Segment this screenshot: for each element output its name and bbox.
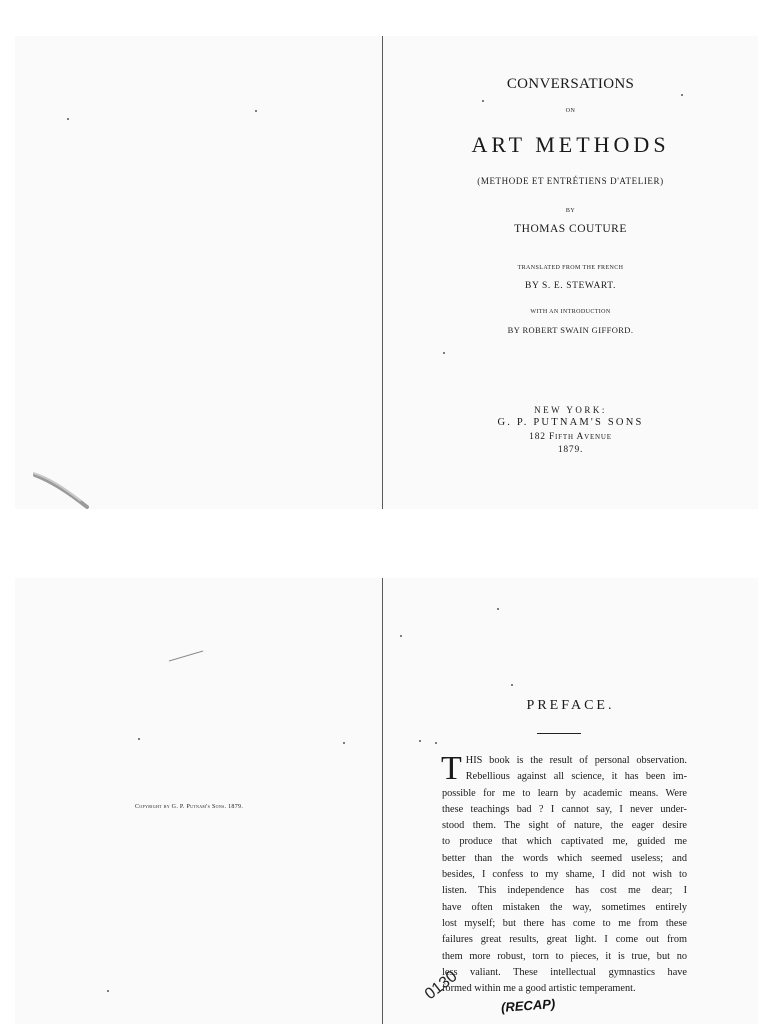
page-speck bbox=[435, 742, 437, 744]
on-label: ON bbox=[565, 108, 576, 114]
page-speck bbox=[482, 100, 484, 102]
recap-stamp: (RECAP) bbox=[500, 996, 556, 1015]
translated-line: TRANSLATED FROM THE FRENCH bbox=[517, 265, 624, 271]
preface-page bbox=[383, 578, 758, 1024]
preface-line: to produce that which captivated me, guided me bbox=[442, 836, 687, 848]
preface-line: failures great results, great light. I come out from bbox=[442, 934, 687, 946]
preface-line: better than the words which seemed useless; and bbox=[442, 852, 687, 864]
bottom-spread bbox=[15, 578, 758, 1024]
preface-line: these teachings bad ? I cannot say, I never under- bbox=[442, 803, 687, 815]
page-smudge bbox=[33, 471, 93, 511]
preface-line: possible for me to learn by academic means. Were bbox=[442, 787, 687, 799]
top-spread bbox=[15, 36, 758, 509]
subtitle: (METHODE ET ENTRÉTIENS D'ATELIER) bbox=[477, 176, 664, 186]
drop-cap: T bbox=[441, 750, 462, 787]
page-speck bbox=[107, 990, 109, 992]
heading-rule bbox=[537, 733, 581, 734]
conversations-heading: CONVERSATIONS bbox=[506, 76, 635, 92]
preface-heading: PREFACE. bbox=[526, 698, 615, 713]
title-page bbox=[383, 36, 758, 509]
page-speck bbox=[138, 738, 140, 740]
preface-line: less valiant. These intellectual gymnastics have bbox=[442, 966, 687, 978]
page-speck bbox=[497, 608, 499, 610]
author-name: THOMAS COUTURE bbox=[514, 223, 627, 235]
preface-body bbox=[441, 750, 687, 997]
copyright-page bbox=[15, 578, 382, 1024]
publisher-city: NEW YORK: bbox=[534, 405, 607, 415]
preface-line: them more robust, torn to pieces, it is true, but no bbox=[442, 950, 687, 962]
page-speck bbox=[681, 94, 683, 96]
introduction-line: WITH AN INTRODUCTION bbox=[530, 309, 611, 315]
translator-name: BY S. E. STEWART. bbox=[525, 281, 616, 291]
page-speck bbox=[419, 740, 421, 742]
preface-line: lost myself; but there has come to me from these bbox=[442, 917, 687, 929]
preface-line: Rebellious against all science, it has been im- bbox=[465, 771, 687, 783]
preface-line: besides, I confess to my shame, I did not wish to bbox=[442, 869, 687, 881]
page-mark bbox=[167, 648, 207, 664]
preface-line: stood them. The sight of nature, the eager desire bbox=[442, 820, 687, 832]
blank-left-page bbox=[15, 36, 382, 509]
preface-line: formed within me a good artistic temperament. bbox=[442, 983, 636, 995]
page-speck bbox=[400, 635, 402, 637]
copyright-notice: Copyright by G. P. Putnam's Sons. 1879. bbox=[135, 804, 244, 810]
page-speck bbox=[443, 352, 445, 354]
page-speck bbox=[255, 110, 257, 112]
preface-line: HIS book is the result of personal observation. bbox=[465, 755, 687, 766]
main-title: ART METHODS bbox=[471, 132, 670, 157]
page-speck bbox=[511, 684, 513, 686]
stamp-number: 0130 bbox=[421, 967, 461, 1004]
preface-line: listen. This independence has cost me dear; I bbox=[442, 885, 687, 897]
page-speck bbox=[343, 742, 345, 744]
introducer-name: BY ROBERT SWAIN GIFFORD. bbox=[507, 325, 634, 335]
by-label: BY bbox=[565, 208, 576, 214]
publisher-name: G. P. PUTNAM'S SONS bbox=[497, 417, 644, 428]
preface-line: have often mistaken the way, sometimes entirely bbox=[442, 901, 687, 913]
publication-year: 1879. bbox=[557, 445, 584, 455]
page-speck bbox=[67, 118, 69, 120]
publisher-address: 182 Fifth Avenue bbox=[529, 432, 612, 442]
